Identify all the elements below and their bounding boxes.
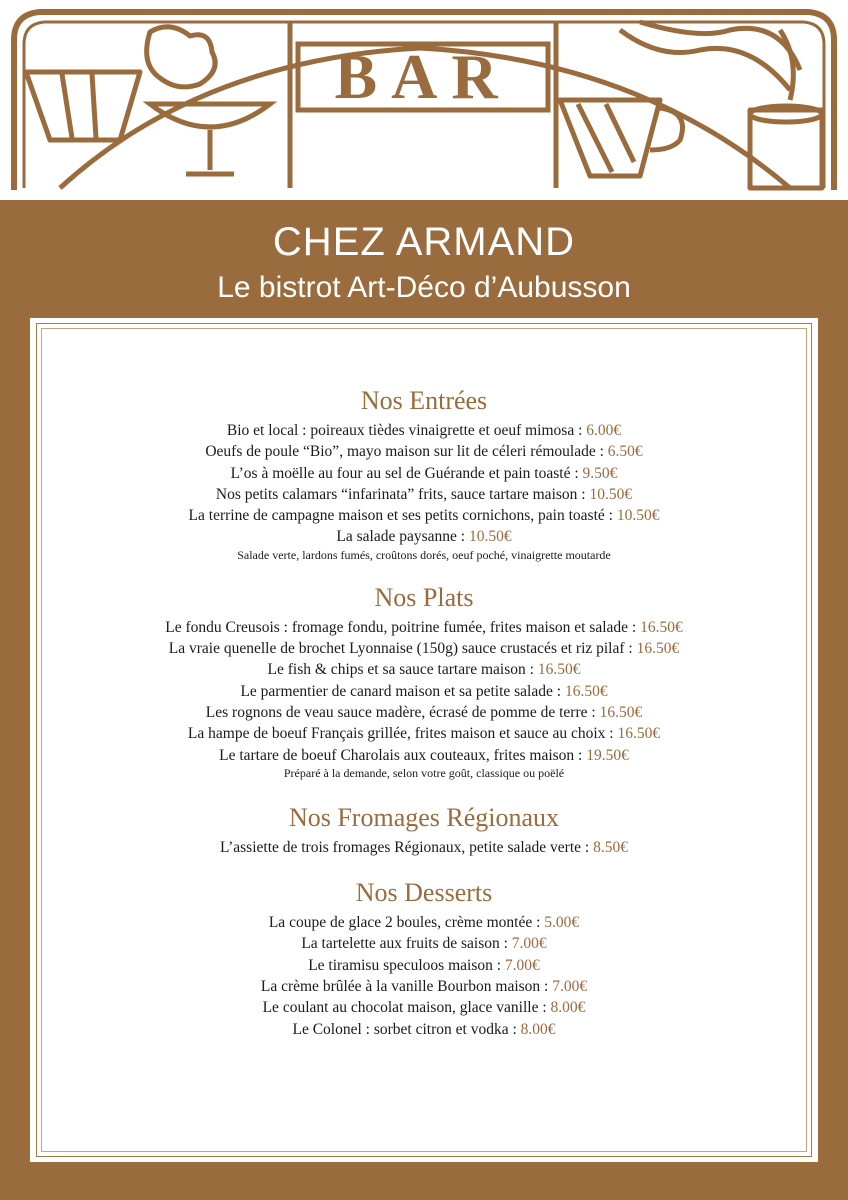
item-price: 6.00€ [586,422,622,439]
menu-card [30,318,818,1162]
section-title-desserts: Nos Desserts [355,878,493,908]
section-desserts [30,876,818,1040]
item-price: 10.50€ [616,507,660,525]
item-note: Salade verte, lardons fumés, croûtons dorés, oeuf poché, vinaigrette moutarde [237,547,611,562]
restaurant-name: CHEZ ARMAND [272,220,576,264]
menu-item: La coupe de glace 2 boules, crème montée : 5.00€ [268,914,580,932]
menu-item: Le fish & chips et sa sauce tartare maison : 16.50€ [267,661,581,679]
menu-content [30,384,818,1058]
item-price: 10.50€ [468,528,512,546]
item-price: 16.50€ [599,703,643,721]
menu-item: L’os à moëlle au four au sel de Guérande et pain toasté : 9.50€ [230,464,618,482]
svg-text:BAR: BAR [334,41,512,112]
item-price: 9.50€ [582,464,618,482]
menu-item: La terrine de campagne maison et ses petits cornichons, pain toasté : 10.50€ [188,507,660,525]
menu-item: La tartelette aux fruits de saison : 7.00€ [301,935,547,953]
menu-item: La vraie quenelle de brochet Lyonnaise (150g) sauce crustacés et riz pilaf : 16.50€ [168,640,680,658]
item-price: 16.50€ [617,725,661,743]
art-deco-banner [0,0,848,200]
section-fromages [30,801,818,858]
item-price: 16.50€ [564,682,608,700]
section-entrees [30,384,818,563]
menu-item: Bio et local : poireaux tièdes vinaigrette et oeuf mimosa : 6.00€ [226,422,622,439]
menu-item: Le fondu Creusois : fromage fondu, poitrine fumée, frites maison et salade : 16.50€ [165,618,683,636]
menu-item: Le Colonel : sorbet citron et vodka : 8.00€ [292,1020,556,1038]
menu-item: Les rognons de veau sauce madère, écrasé de pomme de terre : 16.50€ [205,703,643,721]
menu-item: Le parmentier de canard maison et sa petite salade : 16.50€ [240,682,608,700]
menu-item: Nos petits calamars “infarinata” frits, sauce tartare maison : 10.50€ [215,485,633,503]
item-price: 7.00€ [552,978,588,996]
item-price: 7.00€ [511,935,547,953]
item-price: 8.00€ [550,999,586,1017]
menu-item: La hampe de boeuf Français grillée, frites maison et sauce au choix : 16.50€ [187,725,661,743]
item-price: 16.50€ [636,640,680,658]
menu-item: Oeufs de poule “Bio”, mayo maison sur lit de céleri rémoulade : 6.50€ [205,443,643,461]
item-price: 8.00€ [520,1020,556,1038]
item-price: 6.50€ [607,443,643,461]
item-price: 19.50€ [586,746,629,764]
item-price: 5.00€ [544,914,580,932]
section-title-entrees: Nos Entrées [360,386,488,415]
menu-item: L’assiette de trois fromages Régionaux, petite salade verte : 8.50€ [220,838,628,856]
item-price: 10.50€ [589,485,633,503]
bar-sign [298,41,548,112]
menu-item: La salade paysanne : 10.50€ [336,528,512,546]
restaurant-tagline: Le bistrot Art-Déco d’Aubusson [217,271,631,304]
item-price: 8.50€ [593,838,628,856]
section-title-fromages: Nos Fromages Régionaux [288,802,560,832]
item-price: 16.50€ [537,661,581,679]
section-title-plats: Nos Plats [374,582,474,612]
menu-item: Le tiramisu speculoos maison : 7.00€ [308,956,540,974]
section-plats [30,581,818,781]
menu-item: Le tartare de boeuf Charolais aux couteaux, frites maison : 19.50€ [219,746,629,764]
item-price: 7.00€ [504,956,540,974]
menu-item: Le coulant au chocolat maison, glace vanille : 8.00€ [262,999,586,1017]
menu-item: La crème brûlée à la vanille Bourbon maison : 7.00€ [260,978,588,996]
item-note: Préparé à la demande, selon votre goût, classique ou poëlé [283,765,565,780]
item-price: 16.50€ [640,618,683,636]
